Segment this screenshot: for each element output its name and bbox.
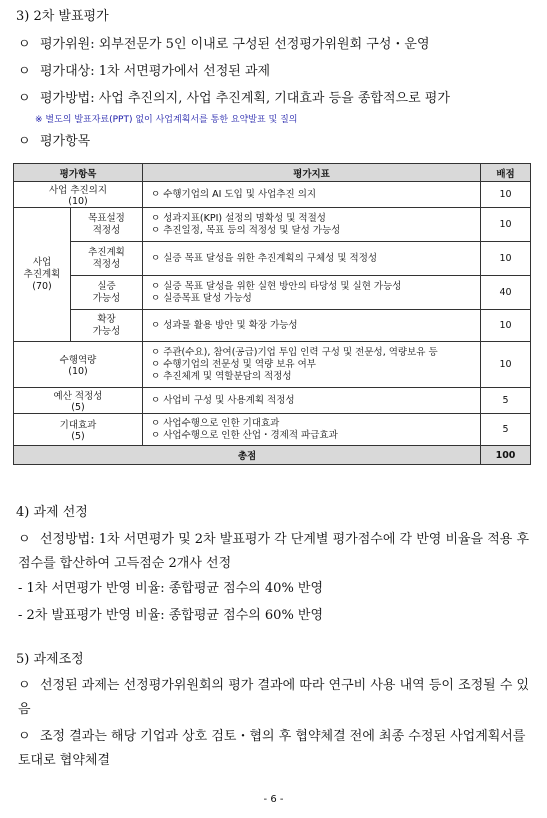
- bullet-adjustment-1: ㅇ 선정된 과제는 선정평가위원회의 평가 결과에 따라 연구비 사용 내역 등이 조정될 수 있음: [18, 674, 530, 722]
- sub-item-cell: 목표설정 적정성: [71, 208, 143, 242]
- points-cell: 10: [481, 242, 531, 276]
- points-cell: 10: [481, 310, 531, 342]
- total-points: 100: [481, 446, 531, 465]
- table-header-row: [14, 164, 531, 182]
- indicator-cell: ㅇ 성과물 활용 방안 및 확장 가능성: [143, 310, 481, 342]
- bullet-marker: ㅇ: [18, 134, 31, 149]
- indicator-cell: ㅇ 실증 목표 달성을 위한 실현 방안의 타당성 및 실현 가능성 ㅇ 실증목표 달성 가능성: [143, 276, 481, 310]
- sub-item-cell: 실증 가능성: [71, 276, 143, 310]
- bullet-method: ㅇ 평가방법: 사업 추진의지, 사업 추진계획, 기대효과 등을 종합적으로 평가: [18, 91, 450, 106]
- bullet-marker: ㅇ: [18, 37, 31, 52]
- table-row: [14, 414, 531, 446]
- bullet-marker: ㅇ: [18, 729, 31, 744]
- table-row: [14, 388, 531, 414]
- table-row: [14, 182, 531, 208]
- indicator-cell: ㅇ 실증 목표 달성을 위한 추진계획의 구체성 및 적정성: [143, 242, 481, 276]
- points-cell: 10: [481, 182, 531, 208]
- section-4-heading: 4) 과제 선정: [16, 505, 88, 520]
- indicator-cell: ㅇ 수행기업의 AI 도입 및 사업추진 의지: [143, 182, 481, 208]
- table-row: [14, 310, 531, 342]
- bullet-targets: ㅇ 평가대상: 1차 서면평가에서 선정된 과제: [18, 64, 271, 79]
- points-cell: 5: [481, 388, 531, 414]
- total-label: 총점: [14, 446, 481, 465]
- section-5-heading: 5) 과제조정: [16, 652, 84, 667]
- bullet-items: ㅇ 평가항목: [18, 134, 91, 149]
- page-number: - 6 -: [263, 794, 284, 805]
- row-item-cell: 기대효과 (5): [14, 414, 143, 446]
- table-row: [14, 342, 531, 388]
- table-total-row: [14, 446, 531, 465]
- indicator-cell: ㅇ 사업수행으로 인한 기대효과 ㅇ 사업수행으로 인한 산업・경제적 파급효과: [143, 414, 481, 446]
- table-row: [14, 242, 531, 276]
- table-row: [14, 208, 531, 242]
- header-points: 배점: [481, 164, 531, 182]
- sub-item-cell: 추진계획 적정성: [71, 242, 143, 276]
- row-item-cell: 예산 적정성 (5): [14, 388, 143, 414]
- indicator-cell: ㅇ 주관(수요), 참여(공급)기업 투입 인력 구성 및 전문성, 역량보유 등 ㅇ 수행기업의 전문성 및 역량 보유 여부 ㅇ 추진체계 및 역할분담의 적정성: [143, 342, 481, 388]
- section-3-heading: 3) 2차 발표평가: [16, 9, 109, 24]
- bullet-marker: ㅇ: [18, 91, 31, 106]
- bullet-selection-method: ㅇ 선정방법: 1차 서면평가 및 2차 발표평가 각 단계별 평가점수에 각 반영 비율을 적용 후 점수를 합산하여 고득점순 2개사 선정: [18, 528, 530, 576]
- indicator-cell: ㅇ 사업비 구성 및 사용계획 적정성: [143, 388, 481, 414]
- bullet-evaluators: ㅇ 평가위원: 외부전문가 5인 이내로 구성된 선정평가위원회 구성・운영: [18, 37, 430, 52]
- bullet-marker: ㅇ: [18, 532, 31, 547]
- evaluation-criteria-table: [13, 163, 531, 465]
- header-item: 평가항목: [14, 164, 143, 182]
- bullet-marker: ㅇ: [18, 64, 31, 79]
- row-item-cell: 수행역량 (10): [14, 342, 143, 388]
- header-indicator: 평가지표: [143, 164, 481, 182]
- points-cell: 5: [481, 414, 531, 446]
- points-cell: 40: [481, 276, 531, 310]
- ratio-presentation: - 2차 발표평가 반영 비율: 종합평균 점수의 60% 반영: [18, 608, 324, 623]
- bullet-marker: ㅇ: [18, 678, 31, 693]
- ratio-written: - 1차 서면평가 반영 비율: 종합평균 점수의 40% 반영: [18, 581, 324, 596]
- presentation-note: ※ 별도의 발표자료(PPT) 없이 사업계획서를 통한 요약발표 및 질의: [35, 115, 298, 125]
- table-row: [14, 276, 531, 310]
- points-cell: 10: [481, 208, 531, 242]
- points-cell: 10: [481, 342, 531, 388]
- group-cell-plan: 사업 추진계획 (70): [14, 208, 71, 342]
- indicator-cell: ㅇ 성과지표(KPI) 설정의 명확성 및 적절성 ㅇ 추진일정, 목표 등의 적정성 및 달성 가능성: [143, 208, 481, 242]
- bullet-adjustment-2: ㅇ 조정 결과는 해당 기업과 상호 검토・협의 후 협약체결 전에 최종 수정된 사업계획서를 토대로 협약체결: [18, 725, 530, 773]
- sub-item-cell: 확장 가능성: [71, 310, 143, 342]
- row-item-cell: 사업 추진의지 (10): [14, 182, 143, 208]
